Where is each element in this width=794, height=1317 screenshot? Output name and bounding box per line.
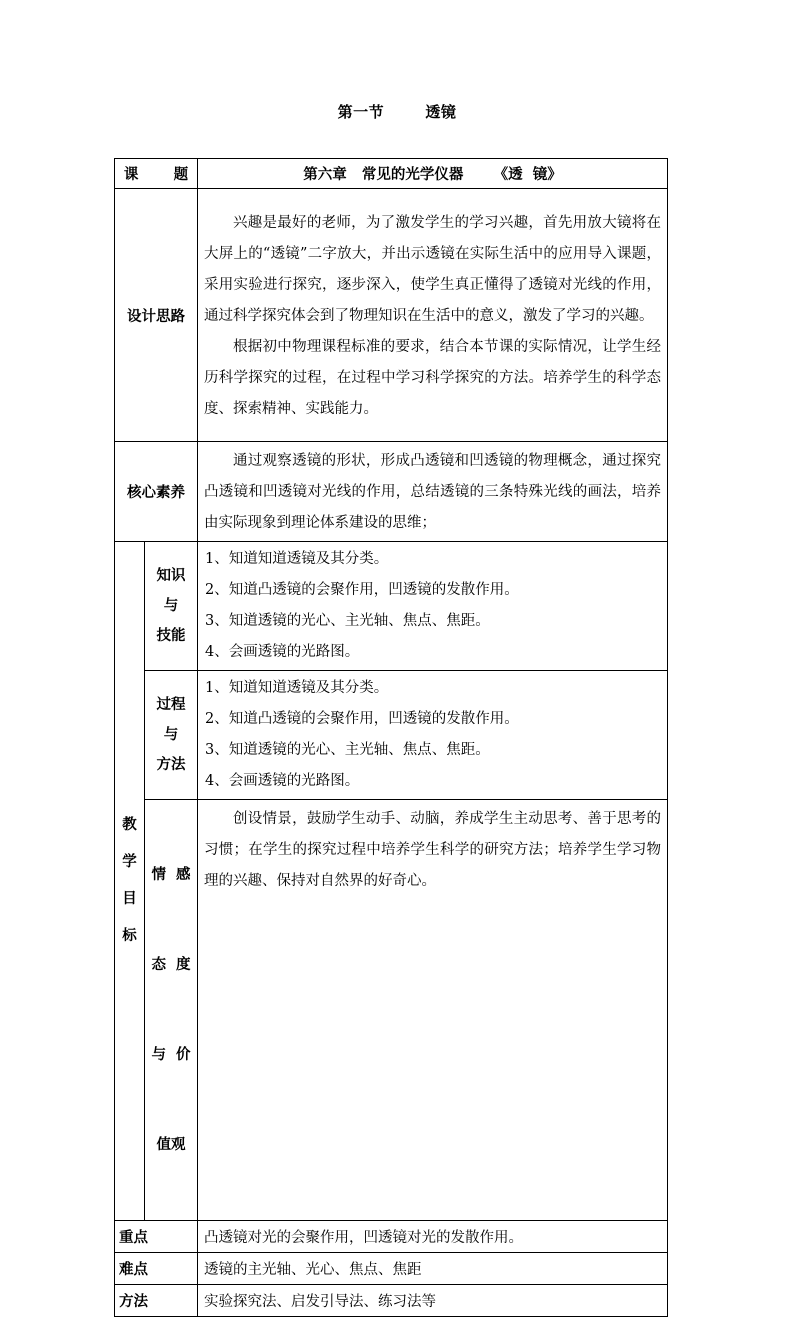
- attitude-label-line: 情 感: [151, 867, 191, 883]
- list-item: 2、知道凸透镜的会聚作用，凹透镜的发散作用。: [205, 582, 519, 598]
- key-point-value: 凸透镜对光的会聚作用，凹透镜对光的发散作用。: [198, 1221, 668, 1253]
- key-point-label: 重点: [115, 1221, 198, 1253]
- attitude-row: [115, 800, 668, 1221]
- knowledge-label-line: 与: [163, 598, 179, 614]
- attitude-paragraph: 创设情景，鼓励学生动手、动脑，养成学生主动思考、善于思考的习惯；在学生的探究过程中培养学生科学的研究方法；培养学生学习物理的兴趣、保持对自然界的好奇心。: [204, 811, 661, 889]
- method-value: 实验探究法、启发引导法、练习法等: [198, 1285, 668, 1317]
- design-row: [115, 189, 668, 442]
- goals-label: [115, 542, 145, 1221]
- knowledge-label-line: 知识: [156, 568, 186, 584]
- process-label: [145, 671, 198, 800]
- core-row: [115, 442, 668, 542]
- goals-label-char: 标: [122, 928, 137, 944]
- process-row: [115, 671, 668, 800]
- attitude-label-line: 与 价: [151, 1047, 191, 1063]
- process-label-line: 过程: [156, 697, 186, 713]
- list-item: 1、知道知道透镜及其分类。: [205, 551, 389, 567]
- core-text: [198, 442, 668, 542]
- design-paragraph-1: 兴趣是最好的老师，为了激发学生的学习兴趣，首先用放大镜将在大屏上的“透镜”二字放大，并出示透镜在实际生活中的应用导入课题，采用实验进行探究，逐步深入，使学生真正懂得了透镜对光线的作用，通过科学探究体会到了物理知识在生活中的意义，激发了学习的兴趣。: [204, 214, 661, 324]
- page-title: 第一节 透镜: [337, 103, 457, 121]
- goals-label-char: 学: [122, 854, 137, 870]
- knowledge-label: [145, 542, 198, 671]
- attitude-label: [145, 800, 198, 1221]
- core-label: 核心素养: [115, 442, 198, 542]
- design-text: [198, 189, 668, 442]
- attitude-label-line: 值观: [156, 1137, 186, 1153]
- knowledge-label-line: 技能: [156, 628, 186, 644]
- lesson-plan-table: [114, 158, 668, 1317]
- method-label: 方法: [115, 1285, 198, 1317]
- process-label-line: 方法: [156, 757, 186, 773]
- list-item: 2、知道凸透镜的会聚作用，凹透镜的发散作用。: [205, 711, 519, 727]
- list-item: 1、知道知道透镜及其分类。: [205, 680, 389, 696]
- list-item: 4、会画透镜的光路图。: [205, 773, 360, 789]
- goals-label-char: 教: [122, 817, 137, 833]
- knowledge-list: [198, 542, 668, 671]
- key-point-row: [115, 1221, 668, 1253]
- list-item: 4、会画透镜的光路图。: [205, 644, 360, 660]
- difficulty-value: 透镜的主光轴、光心、焦点、焦距: [198, 1253, 668, 1285]
- design-paragraph-2: 根据初中物理课程标准的要求，结合本节课的实际情况，让学生经历科学探究的过程，在过程中学习科学探究的方法。培养学生的科学态度、探索精神、实践能力。: [204, 338, 661, 417]
- topic-label: 课 题: [115, 159, 198, 189]
- attitude-text: [198, 800, 668, 1221]
- method-row: [115, 1285, 668, 1317]
- design-label: 设计思路: [115, 189, 198, 442]
- difficulty-row: [115, 1253, 668, 1285]
- core-paragraph: 通过观察透镜的形状，形成凸透镜和凹透镜的物理概念，通过探究凸透镜和凹透镜对光线的作用，总结透镜的三条特殊光线的画法，培养由实际现象到理论体系建设的思维；: [204, 453, 661, 531]
- knowledge-row: [115, 542, 668, 671]
- process-list: [198, 671, 668, 800]
- goals-label-char: 目: [122, 891, 137, 907]
- process-label-line: 与: [163, 727, 179, 743]
- topic-row: [115, 159, 668, 189]
- attitude-label-line: 态 度: [151, 957, 191, 973]
- difficulty-label: 难点: [115, 1253, 198, 1285]
- topic-value: 第六章 常见的光学仪器 《透 镜》: [198, 159, 668, 189]
- list-item: 3、知道透镜的光心、主光轴、焦点、焦距。: [205, 742, 490, 758]
- list-item: 3、知道透镜的光心、主光轴、焦点、焦距。: [205, 613, 490, 629]
